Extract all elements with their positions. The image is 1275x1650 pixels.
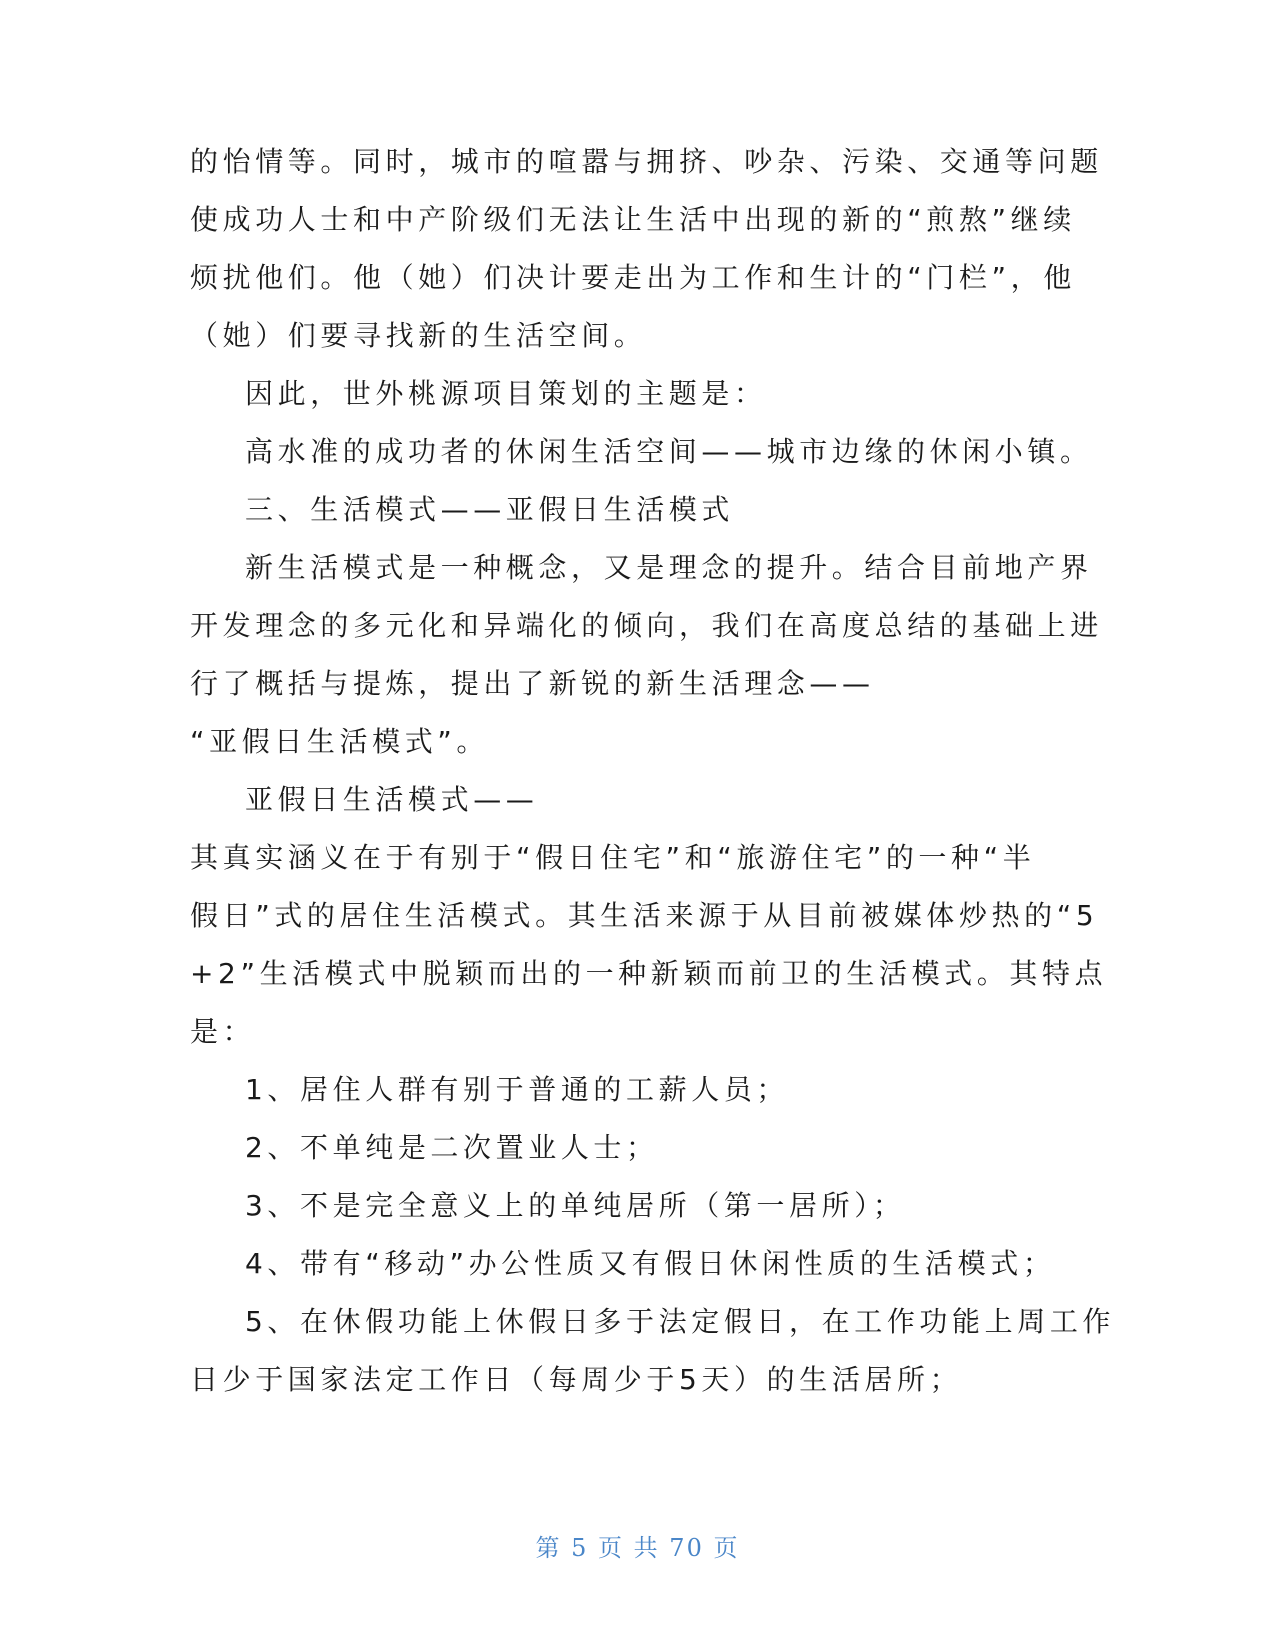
body-line: 是： <box>190 1015 256 1048</box>
body-line: 假日”式的居住生活模式。其生活来源于从目前被媒体炒热的“5 <box>190 899 1099 932</box>
body-line: “亚假日生活模式”。 <box>190 725 490 758</box>
body-line: 高水准的成功者的休闲生活空间——城市边缘的休闲小镇。 <box>245 435 1093 468</box>
body-line: 行了概括与提炼，提出了新锐的新生活理念—— <box>190 667 875 700</box>
list-item-continuation: 日少于国家法定工作日（每周少于5天）的生活居所； <box>190 1363 963 1396</box>
body-line: 亚假日生活模式—— <box>245 783 539 816</box>
body-line: 新生活模式是一种概念，又是理念的提升。结合目前地产界 <box>245 551 1093 584</box>
body-line: 的怡情等。同时，城市的喧嚣与拥挤、吵杂、污染、交通等问题 <box>190 145 1103 178</box>
body-line: 烦扰他们。他（她）们决计要走出为工作和生计的“门栏”，他 <box>190 261 1076 294</box>
body-line: 开发理念的多元化和异端化的倾向，我们在高度总结的基础上进 <box>190 609 1103 642</box>
body-line: +2”生活模式中脱颖而出的一种新颖而前卫的生活模式。其特点 <box>190 957 1108 990</box>
list-item: 4、带有“移动”办公性质又有假日休闲性质的生活模式； <box>245 1247 1056 1280</box>
list-item: 1、居住人群有别于普通的工薪人员； <box>245 1073 790 1106</box>
section-heading: 三、生活模式——亚假日生活模式 <box>245 493 735 526</box>
body-line: 使成功人士和中产阶级们无法让生活中出现的新的“煎熬”继续 <box>190 203 1076 236</box>
body-line: 其真实涵义在于有别于“假日住宅”和“旅游住宅”的一种“半 <box>190 841 1036 874</box>
body-line: 因此，世外桃源项目策划的主题是： <box>245 377 767 410</box>
list-item: 5、在休假功能上休假日多于法定假日，在工作功能上周工作 <box>245 1305 1116 1338</box>
list-item: 2、不单纯是二次置业人士； <box>245 1131 659 1164</box>
body-line: （她）们要寻找新的生活空间。 <box>190 319 647 352</box>
page-number-footer: 第 5 页 共 70 页 <box>535 1534 740 1562</box>
list-item: 3、不是完全意义上的单纯居所（第一居所）； <box>245 1189 906 1222</box>
